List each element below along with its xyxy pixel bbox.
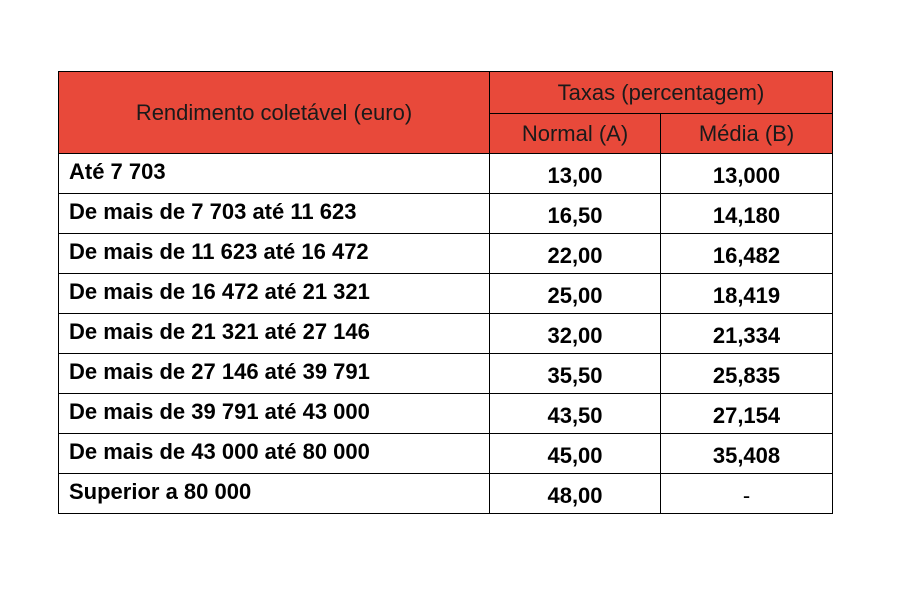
income-bracket-cell: De mais de 16 472 até 21 321	[59, 274, 490, 314]
normal-rate-header: Normal (A)	[490, 114, 661, 154]
normal-rate-cell: 35,50	[490, 354, 661, 394]
average-rate-cell: 18,419	[661, 274, 833, 314]
income-bracket-cell: De mais de 11 623 até 16 472	[59, 234, 490, 274]
normal-rate-cell: 16,50	[490, 194, 661, 234]
normal-rate-cell: 32,00	[490, 314, 661, 354]
table-row	[59, 154, 833, 194]
normal-rate-cell: 25,00	[490, 274, 661, 314]
normal-rate-cell: 48,00	[490, 474, 661, 514]
average-rate-cell: 25,835	[661, 354, 833, 394]
table-row	[59, 274, 833, 314]
table-header	[59, 72, 833, 154]
normal-rate-cell: 13,00	[490, 154, 661, 194]
income-bracket-cell: Superior a 80 000	[59, 474, 490, 514]
average-rate-cell: 16,482	[661, 234, 833, 274]
income-bracket-cell: De mais de 39 791 até 43 000	[59, 394, 490, 434]
normal-rate-cell: 43,50	[490, 394, 661, 434]
normal-rate-cell: 45,00	[490, 434, 661, 474]
income-bracket-cell: De mais de 7 703 até 11 623	[59, 194, 490, 234]
income-bracket-cell: De mais de 43 000 até 80 000	[59, 434, 490, 474]
table-row	[59, 194, 833, 234]
table-row	[59, 314, 833, 354]
table-row	[59, 394, 833, 434]
tax-rates-table	[58, 71, 833, 514]
income-bracket-cell: Até 7 703	[59, 154, 490, 194]
table-row	[59, 474, 833, 514]
table-row	[59, 234, 833, 274]
income-bracket-cell: De mais de 27 146 até 39 791	[59, 354, 490, 394]
average-rate-cell: 14,180	[661, 194, 833, 234]
income-column-header: Rendimento coletável (euro)	[59, 72, 490, 154]
header-row-top	[59, 72, 833, 114]
average-rate-cell: 21,334	[661, 314, 833, 354]
normal-rate-cell: 22,00	[490, 234, 661, 274]
income-bracket-cell: De mais de 21 321 até 27 146	[59, 314, 490, 354]
rates-group-header: Taxas (percentagem)	[490, 72, 833, 114]
average-rate-cell: 35,408	[661, 434, 833, 474]
average-rate-cell: -	[661, 474, 833, 514]
table-body	[59, 154, 833, 514]
table-row	[59, 434, 833, 474]
table-row	[59, 354, 833, 394]
average-rate-header: Média (B)	[661, 114, 833, 154]
average-rate-cell: 13,000	[661, 154, 833, 194]
average-rate-cell: 27,154	[661, 394, 833, 434]
